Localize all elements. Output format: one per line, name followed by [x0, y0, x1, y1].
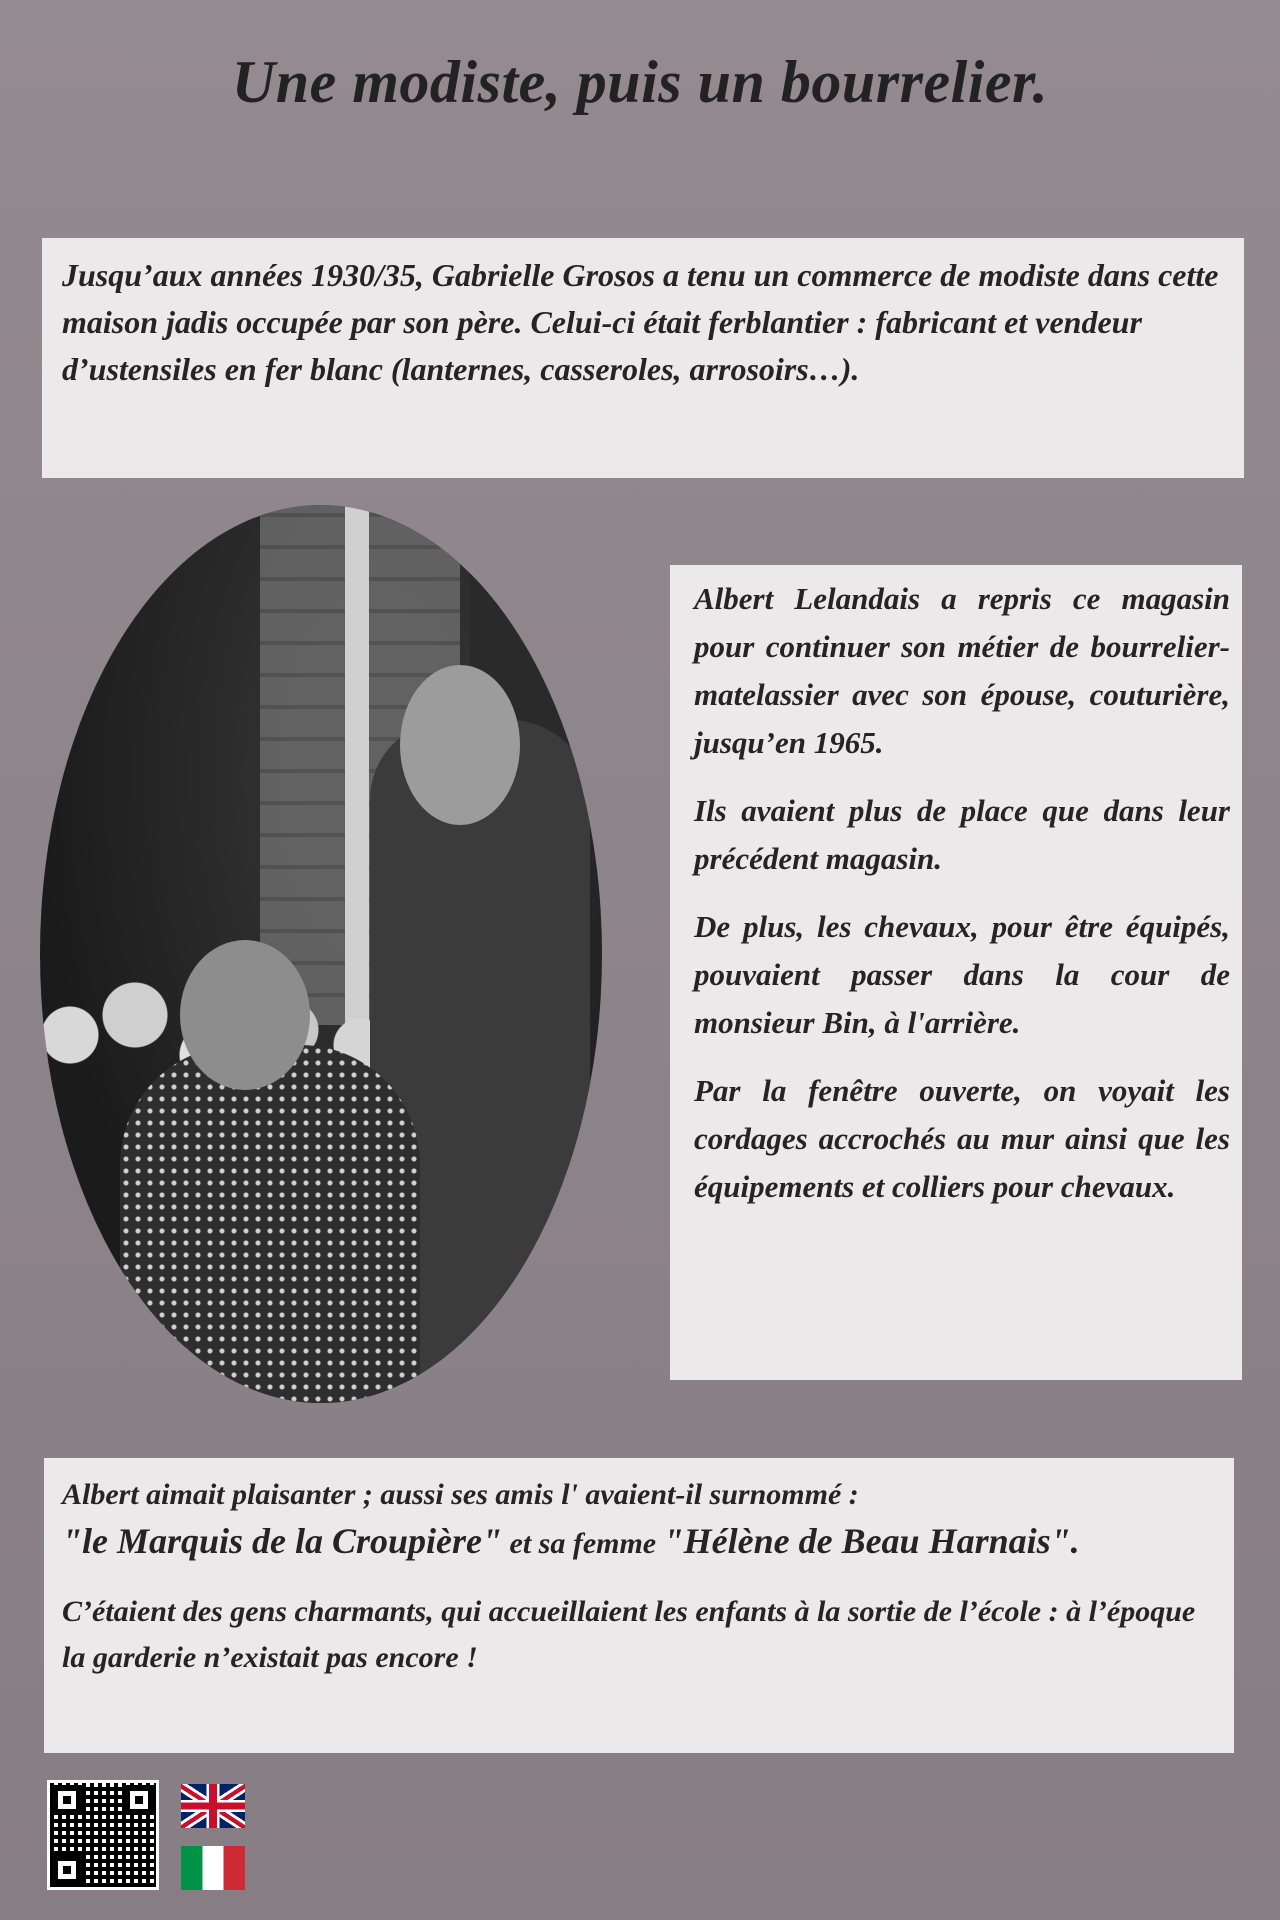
- anecdote-panel: [44, 1458, 1234, 1753]
- story-paragraph-2: Ils avaient plus de place que dans leur précédent magasin.: [694, 793, 1230, 876]
- anecdote-connector: et sa femme: [502, 1527, 664, 1560]
- story-paragraph-3: De plus, les chevaux, pour être équipés, pouvaient passer dans la cour de monsieur Bin, à l'arrière.: [694, 909, 1230, 1040]
- anecdote-paragraph-1: [62, 1472, 1216, 1567]
- story-paragraph-4: Par la fenêtre ouverte, on voyait les cordages accrochés au mur ainsi que les équipements et colliers pour chevaux.: [694, 1073, 1230, 1204]
- intro-text: Jusqu’aux années 1930/35, Gabrielle Grosos a tenu un commerce de modiste dans cette maison jadis occupée par son père. Celui-ci était ferblantier : fabricant et vendeur d’ustensiles en fer blanc (lanternes, casseroles, arrosoirs…).: [62, 257, 1219, 387]
- anecdote-line-1: Albert aimait plaisanter ; aussi ses amis l' avaient-il surnommé :: [62, 1478, 859, 1511]
- qr-code-icon[interactable]: [47, 1780, 159, 1890]
- anecdote-end: .: [1070, 1521, 1080, 1561]
- intro-panel: [42, 238, 1244, 478]
- nickname-wife: "Hélène de Beau Harnais": [663, 1521, 1071, 1561]
- page-title: Une modiste, puis un bourrelier.: [231, 49, 1049, 115]
- uk-flag-icon[interactable]: [181, 1784, 245, 1828]
- nickname-albert: "le Marquis de la Croupière": [62, 1521, 502, 1561]
- story-panel: [670, 565, 1242, 1380]
- italy-flag-icon[interactable]: [181, 1846, 245, 1890]
- anecdote-paragraph-2: C’étaient des gens charmants, qui accueillaient les enfants à la sortie de l’école : à l’époque la garderie n’existait pas encore !: [62, 1595, 1196, 1674]
- oval-portrait-photo: [40, 505, 602, 1403]
- story-paragraph-1: Albert Lelandais a repris ce magasin pour continuer son métier de bourrelier-matelassier avec son épouse, couturière, jusqu’en 1965.: [694, 581, 1230, 760]
